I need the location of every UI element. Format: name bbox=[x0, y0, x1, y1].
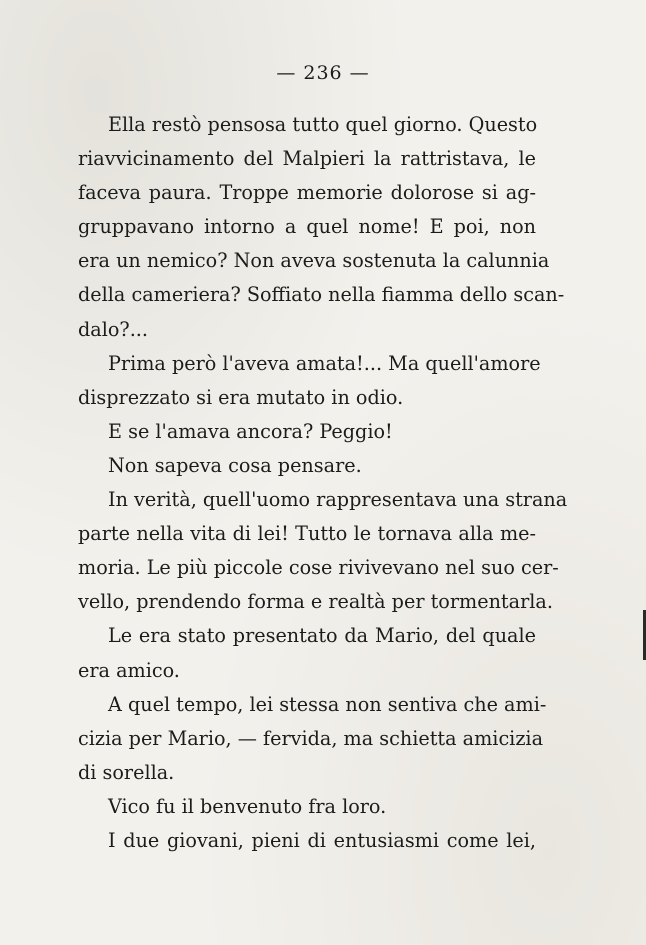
text-line: cizia per Mario, — fervida, ma schietta amicizia bbox=[78, 726, 544, 750]
text-line: della cameriera? Soffiato nella fiamma dello scan- bbox=[78, 283, 565, 307]
text-line: In verità, quell'uomo rappresentava una strana bbox=[108, 488, 568, 512]
body-text bbox=[78, 108, 568, 858]
text-line: dalo?... bbox=[78, 317, 148, 341]
text-line: parte nella vita di lei! Tutto le tornava alla me- bbox=[78, 522, 536, 546]
text-line: faceva paura. Troppe memorie dolorose si ag- bbox=[78, 181, 536, 205]
text-line: E se l'amava ancora? Peggio! bbox=[108, 419, 393, 443]
text-line: era un nemico? Non aveva sostenuta la calunnia bbox=[78, 249, 550, 273]
text-line: Le era stato presentato da Mario, del quale bbox=[108, 624, 536, 648]
text-line: era amico. bbox=[78, 658, 180, 682]
text-line: di sorella. bbox=[78, 760, 175, 784]
text-line: I due giovani, pieni di entusiasmi come lei, bbox=[108, 828, 536, 852]
text-line: disprezzato si era mutato in odio. bbox=[78, 385, 404, 409]
text-line: riavvicinamento del Malpieri la rattristava, le bbox=[78, 147, 536, 171]
text-line: Prima però l'aveva amata!... Ma quell'amore bbox=[108, 351, 541, 375]
text-line: A quel tempo, lei stessa non sentiva che ami- bbox=[108, 692, 547, 716]
text-line: gruppavano intorno a quel nome! E poi, non bbox=[78, 215, 536, 239]
text-line: Non sapeva cosa pensare. bbox=[108, 453, 362, 477]
text-line: moria. Le più piccole cose rivivevano nel suo cer- bbox=[78, 556, 559, 580]
text-line: Vico fu il benvenuto fra loro. bbox=[108, 794, 387, 818]
text-line: vello, prendendo forma e realtà per tormentarla. bbox=[78, 590, 553, 614]
page-number: — 236 — bbox=[276, 62, 370, 84]
text-line: Ella restò pensosa tutto quel giorno. Questo bbox=[108, 113, 538, 136]
